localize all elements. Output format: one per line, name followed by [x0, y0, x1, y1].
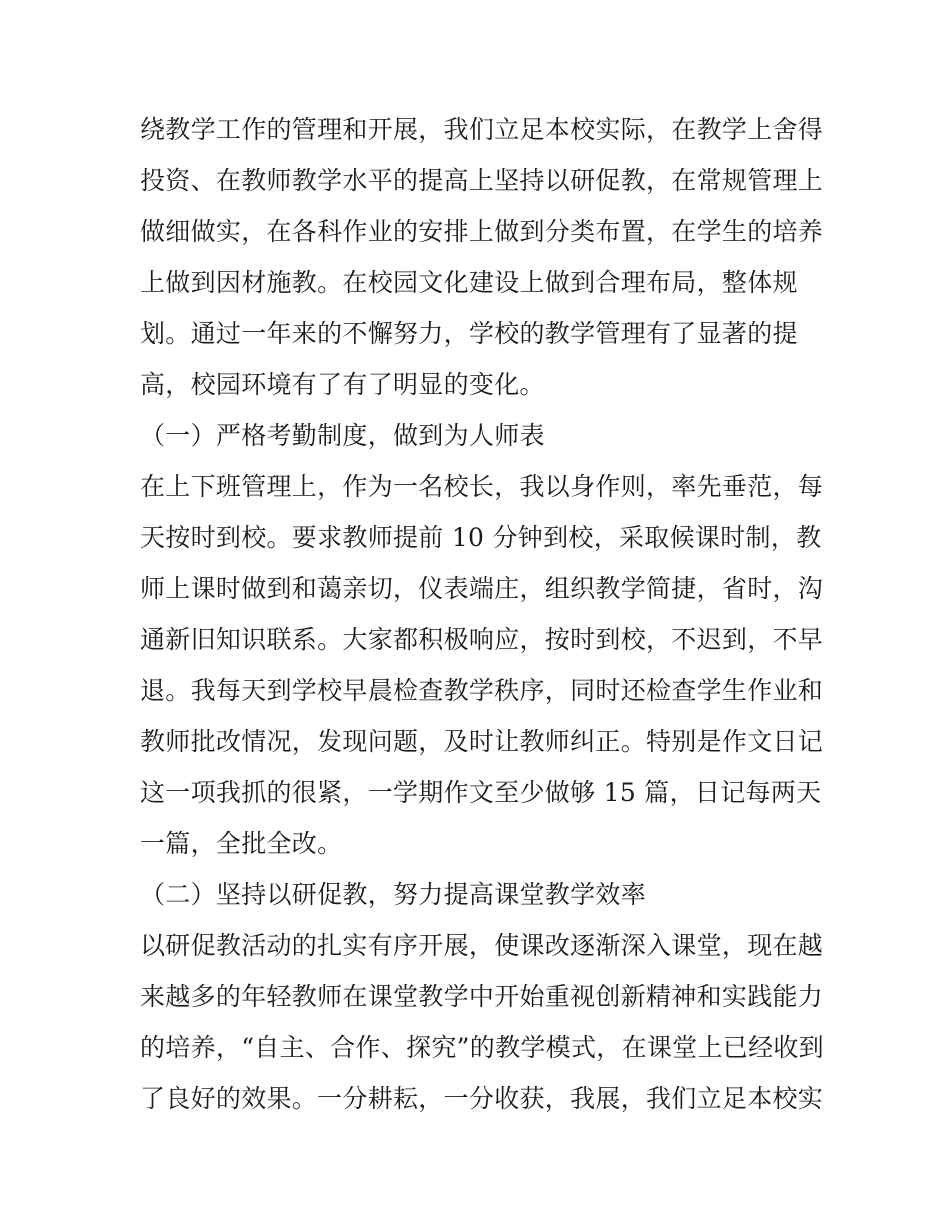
text-line: 师上课时做到和蔼亲切，仪表端庄，组织教学简捷，省时，沟 [140, 574, 824, 603]
text-line: 天按时到校。要求教师提前 10 分钟到校，采取候课时制，教 [140, 523, 822, 552]
section-heading: （一）严格考勤制度，做到为人师表 [140, 421, 545, 450]
text-line: 绕教学工作的管理和开展，我们立足本校实际，在教学上舍得 [140, 115, 824, 144]
text-line: 做细做实，在各科作业的安排上做到分类布置，在学生的培养 [140, 217, 824, 246]
text-line: 高，校园环境有了有了明显的变化。 [140, 370, 545, 399]
text-line: 上做到因材施教。在校园文化建设上做到合理布局，整体规 [140, 268, 798, 297]
text-line: 划。通过一年来的不懈努力，学校的教学管理有了显著的提 [140, 319, 798, 348]
text-line: 以研促教活动的扎实有序开展，使课改逐渐深入课堂，现在越 [140, 931, 824, 960]
section-heading: （二）坚持以研促教，努力提高课堂教学效率 [140, 880, 647, 909]
text-line: 来越多的年轻教师在课堂教学中开始重视创新精神和实践能力 [140, 982, 824, 1011]
text-line: 这一项我抓的很紧，一学期作文至少做够 15 篇，日记每两天 [140, 778, 822, 807]
text-line: 投资、在教师教学水平的提高上坚持以研促教，在常规管理上 [140, 166, 824, 195]
text-line: 通新旧知识联系。大家都积极响应，按时到校，不迟到，不早 [140, 625, 824, 654]
text-line: 教师批改情况，发现问题，及时让教师纠正。特别是作文日记 [140, 727, 824, 756]
text-line: 了良好的效果。一分耕耘，一分收获，我展，我们立足本校实 [140, 1084, 824, 1113]
text-line: 退。我每天到学校早晨检查教学秩序，同时还检查学生作业和 [140, 676, 824, 705]
text-line: 在上下班管理上，作为一名校长，我以身作则，率先垂范，每 [140, 472, 824, 501]
document-body [140, 104, 824, 1124]
text-line: 的培养，“自主、合作、探究”的教学模式，在课堂上已经收到 [140, 1033, 824, 1062]
text-line: 一篇，全批全改。 [140, 829, 343, 858]
